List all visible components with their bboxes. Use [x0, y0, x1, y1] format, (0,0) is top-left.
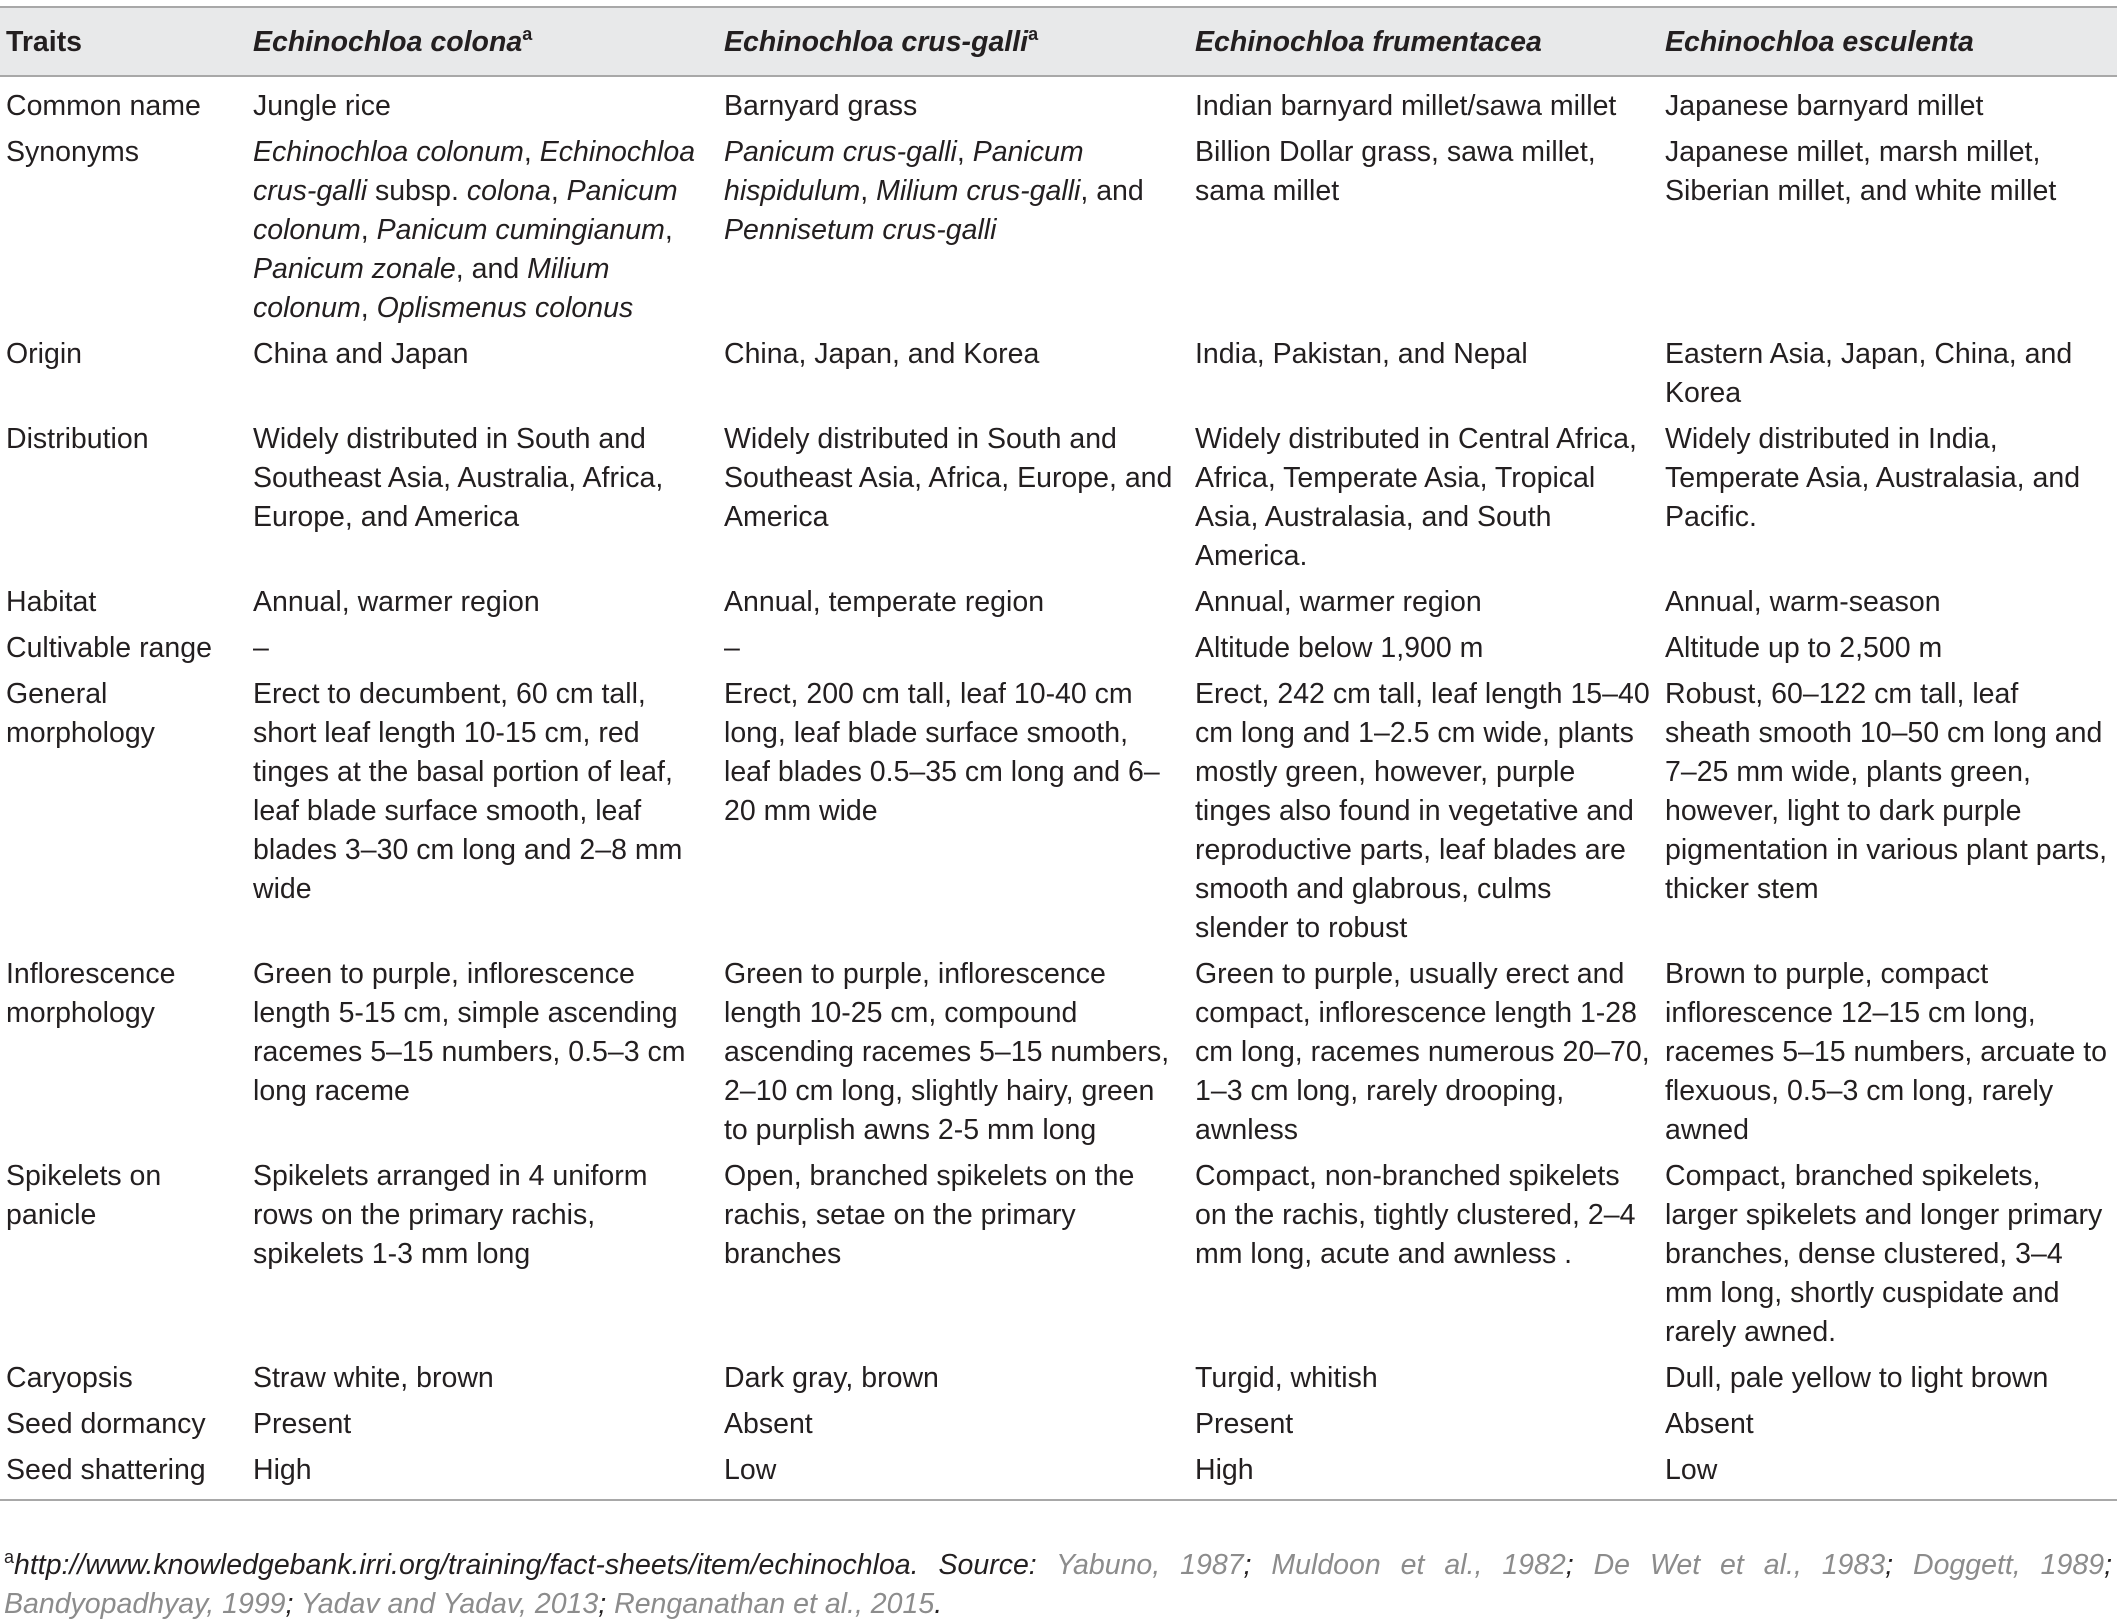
citation-link[interactable]: De Wet et al., 1983	[1593, 1549, 1886, 1581]
footnote-marker: a	[1028, 24, 1039, 44]
table-row	[0, 1154, 2117, 1356]
table-footnote: $^a$http://www.knowledgebank.irri.org/training/fact-sheets/item/echinochloa. Source: Yabuno, 1987; Muldoon et al., 1982; De Wet et al., 1983; Doggett, 1989; Bandyopadhyay, 1999; Yadav and Yadav, 2013; Renganathan et al., 2015.	[4, 1547, 2112, 1620]
citation-link[interactable]: Muldoon et al., 1982	[1271, 1549, 1566, 1581]
header-row	[0, 7, 2117, 76]
trait-name: General morphology	[6, 678, 155, 749]
trait-name: Distribution	[6, 423, 149, 455]
trait-value: China, Japan, and Korea	[724, 338, 1040, 370]
citation-link[interactable]: Doggett, 1989	[1912, 1549, 2105, 1581]
table-row	[0, 76, 2117, 130]
trait-name: Origin	[6, 338, 83, 370]
header-frumentacea: Echinochloa frumentacea	[1189, 7, 1659, 76]
table-row	[0, 626, 2117, 672]
trait-value: Compact, non-branched spikelets on the rachis, tightly clustered, 2–4 mm long, acute and awnless .	[1195, 1160, 1636, 1270]
table-row	[0, 1356, 2117, 1402]
table-row	[0, 1402, 2117, 1448]
citation-link[interactable]: Yadav and Yadav, 2013	[300, 1588, 599, 1620]
trait-value: Japanese barnyard millet	[1665, 90, 1984, 122]
trait-value: –	[253, 632, 269, 664]
trait-value: High	[247, 1448, 718, 1500]
trait-name: Synonyms	[6, 136, 140, 168]
trait-value: China and Japan	[253, 338, 469, 370]
table-row	[0, 672, 2117, 952]
header-traits: Traits	[0, 7, 247, 76]
trait-value: Widely distributed in South and Southeast Asia, Australia, Africa, Europe, and America	[253, 423, 664, 533]
trait-value: India, Pakistan, and Nepal	[1195, 338, 1528, 370]
table-header	[0, 7, 2117, 76]
trait-value: Green to purple, usually erect and compact, inflorescence length 1-28 cm long, racemes numerous 20–70, 1–3 cm long, rarely drooping, awnless	[1195, 958, 1650, 1146]
trait-value: Straw white, brown	[253, 1362, 494, 1394]
trait-name: Seed dormancy	[6, 1408, 206, 1440]
trait-value: Dark gray, brown	[724, 1362, 939, 1394]
trait-value: Indian barnyard millet/sawa millet	[1195, 90, 1617, 122]
trait-value: –	[724, 632, 740, 664]
trait-value: Turgid, whitish	[1195, 1362, 1378, 1394]
table-row	[0, 130, 2117, 332]
trait-value: Absent	[1665, 1408, 1754, 1440]
trait-value: Annual, warmer region	[253, 586, 540, 618]
footnote-source-label: Source:	[918, 1549, 1057, 1581]
citation-link[interactable]: Yabuno, 1987	[1056, 1549, 1244, 1581]
trait-value: Annual, temperate region	[724, 586, 1045, 618]
footnote-citations: Yabuno, 1987; Muldoon et al., 1982; De Wet et al., 1983; Doggett, 1989; Bandyopadhyay, 1999; Yadav and Yadav, 2013; Renganathan et al., 2015	[4, 1549, 2112, 1620]
table-row	[0, 1448, 2117, 1500]
trait-value: Echinochloa colonum, Echinochloa crus-galli subsp. colona, Panicum colonum, Panicum cumingianum, Panicum zonale, and Milium colonum, Oplismenus colonus	[253, 136, 696, 324]
footnote-url: http://www.knowledgebank.irri.org/training/fact-sheets/item/echinochloa.	[14, 1549, 919, 1581]
table-row	[0, 417, 2117, 580]
trait-value: Robust, 60–122 cm tall, leaf sheath smooth 10–50 cm long and 7–25 mm wide, plants green, however, light to dark purple pigmentation in various plant parts, thicker stem	[1665, 678, 2108, 905]
header-crus-galli: Echinochloa crus-galli$^a$	[718, 7, 1189, 76]
trait-value: High	[1189, 1448, 1659, 1500]
traits-table	[0, 6, 2117, 1501]
header-colona: Echinochloa colona$^a$	[247, 7, 718, 76]
trait-value: Brown to purple, compact inflorescence 12–15 cm long, racemes 5–15 numbers, arcuate to flexuous, 0.5–3 cm long, rarely awned	[1665, 958, 2107, 1146]
trait-value: Jungle rice	[253, 90, 391, 122]
trait-value: Billion Dollar grass, sawa millet, sama millet	[1195, 136, 1596, 207]
table-body	[0, 76, 2117, 1500]
table-row	[0, 332, 2117, 417]
trait-name: Inflorescence morphology	[6, 958, 176, 1029]
trait-value: Compact, branched spikelets, larger spikelets and longer primary branches, dense clustered, 3–4 mm long, shortly cuspidate and rarely awned.	[1665, 1160, 2103, 1348]
trait-value: Annual, warmer region	[1195, 586, 1482, 618]
trait-value: Widely distributed in Central Africa, Africa, Temperate Asia, Tropical Asia, Australasia, and South America.	[1195, 423, 1637, 572]
citation-link[interactable]: Bandyopadhyay, 1999	[4, 1588, 286, 1620]
citation-link[interactable]: Renganathan et al., 2015	[614, 1588, 935, 1620]
trait-value: Green to purple, inflorescence length 10-25 cm, compound ascending racemes 5–15 numbers, 2–10 cm long, slightly hairy, green to purplish awns 2-5 mm long	[724, 958, 1170, 1146]
trait-name: Cultivable range	[6, 632, 212, 664]
header-esculenta: Echinochloa esculenta	[1659, 7, 2117, 76]
trait-name: Common name	[6, 90, 201, 122]
trait-value: Open, branched spikelets on the rachis, setae on the primary branches	[724, 1160, 1135, 1270]
trait-value: Eastern Asia, Japan, China, and Korea	[1665, 338, 2073, 409]
trait-value: Dull, pale yellow to light brown	[1665, 1362, 2049, 1394]
trait-value: Barnyard grass	[724, 90, 918, 122]
trait-value: Low	[718, 1448, 1189, 1500]
trait-value: Panicum crus-galli, Panicum hispidulum, Milium crus-galli, and Pennisetum crus-galli	[724, 136, 1144, 246]
trait-value: Altitude up to 2,500 m	[1665, 632, 1943, 664]
trait-value: Annual, warm-season	[1665, 586, 1941, 618]
trait-value: Present	[253, 1408, 352, 1440]
table-row	[0, 952, 2117, 1154]
trait-name: Caryopsis	[6, 1362, 133, 1394]
trait-value: Widely distributed in India, Temperate Asia, Australasia, and Pacific.	[1665, 423, 2081, 533]
footnote-marker: a	[4, 1547, 15, 1567]
trait-name: Spikelets on panicle	[6, 1160, 162, 1231]
trait-value: Present	[1195, 1408, 1294, 1440]
trait-value: Widely distributed in South and Southeast Asia, Africa, Europe, and America	[724, 423, 1173, 533]
trait-value: Erect to decumbent, 60 cm tall, short leaf length 10-15 cm, red tinges at the basal portion of leaf, leaf blade surface smooth, leaf blades 3–30 cm long and 2–8 mm wide	[253, 678, 683, 905]
trait-name: Seed shattering	[0, 1448, 247, 1500]
trait-value: Altitude below 1,900 m	[1195, 632, 1484, 664]
trait-name: Habitat	[6, 586, 97, 618]
trait-value: Absent	[724, 1408, 813, 1440]
trait-value: Japanese millet, marsh millet, Siberian millet, and white millet	[1665, 136, 2057, 207]
trait-value: Erect, 242 cm tall, leaf length 15–40 cm long and 1–2.5 cm wide, plants mostly green, however, purple tinges also found in vegetative and reproductive parts, leaf blades are smooth and glabrous, culms slender to robust	[1195, 678, 1650, 944]
table-row	[0, 580, 2117, 626]
trait-value: Spikelets arranged in 4 uniform rows on the primary rachis, spikelets 1-3 mm long	[253, 1160, 648, 1270]
trait-value: Green to purple, inflorescence length 5-15 cm, simple ascending racemes 5–15 numbers, 0.5–3 cm long raceme	[253, 958, 686, 1107]
trait-value: Erect, 200 cm tall, leaf 10-40 cm long, leaf blade surface smooth, leaf blades 0.5–35 cm long and 6–20 mm wide	[724, 678, 1160, 827]
footnote-marker: a	[522, 24, 533, 44]
trait-value: Low	[1659, 1448, 2117, 1500]
